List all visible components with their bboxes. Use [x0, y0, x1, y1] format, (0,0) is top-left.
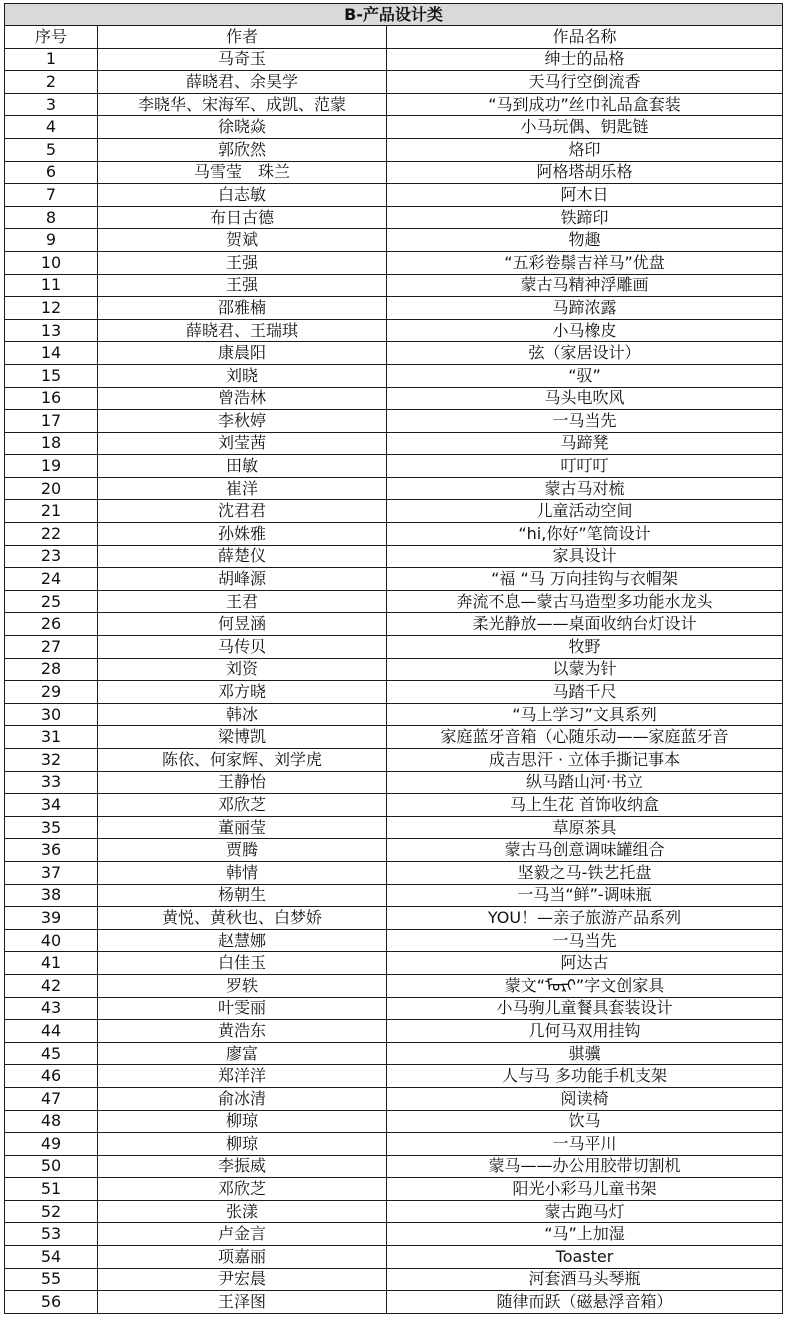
- row-index: 53: [5, 1223, 98, 1246]
- row-work-title: YOU！—亲子旅游产品系列: [387, 907, 783, 930]
- row-author: 杨朝生: [98, 884, 387, 907]
- table-row: [5, 749, 783, 772]
- table-row: [5, 161, 783, 184]
- row-work-title: 蒙文“ᠮᠣᠷᠢ”字文创家具: [387, 974, 783, 997]
- row-index: 54: [5, 1246, 98, 1269]
- table-row: [5, 771, 783, 794]
- table-row: [5, 387, 783, 410]
- row-author: 李振威: [98, 1155, 387, 1178]
- row-author: 项嘉丽: [98, 1246, 387, 1269]
- row-author: 康晨阳: [98, 342, 387, 365]
- row-author: 赵慧娜: [98, 929, 387, 952]
- row-author: 柳琼: [98, 1110, 387, 1133]
- row-index: 2: [5, 71, 98, 94]
- table-row: [5, 636, 783, 659]
- row-index: 23: [5, 545, 98, 568]
- table-row: [5, 1042, 783, 1065]
- row-work-title: 家庭蓝牙音箱（心随乐动——家庭蓝牙音: [387, 726, 783, 749]
- row-work-title: 小马橡皮: [387, 319, 783, 342]
- table-row: [5, 364, 783, 387]
- row-index: 46: [5, 1065, 98, 1088]
- row-work-title: 阿格塔胡乐格: [387, 161, 783, 184]
- row-index: 27: [5, 636, 98, 659]
- row-author: 胡峰源: [98, 568, 387, 591]
- row-author: 梁博凯: [98, 726, 387, 749]
- row-index: 29: [5, 681, 98, 704]
- row-index: 19: [5, 455, 98, 478]
- award-list-table: [4, 3, 783, 1314]
- row-work-title: 绅士的品格: [387, 48, 783, 71]
- row-index: 28: [5, 658, 98, 681]
- row-index: 36: [5, 839, 98, 862]
- table-row: [5, 455, 783, 478]
- row-work-title: 柔光静放——桌面收纳台灯设计: [387, 613, 783, 636]
- row-work-title: “马上学习”文具系列: [387, 703, 783, 726]
- row-author: 郭欣然: [98, 138, 387, 161]
- row-work-title: “驭”: [387, 364, 783, 387]
- table-row: [5, 703, 783, 726]
- row-author: 邵雅楠: [98, 297, 387, 320]
- table-row: [5, 974, 783, 997]
- row-author: 董丽莹: [98, 816, 387, 839]
- row-index: 56: [5, 1291, 98, 1314]
- row-work-title: 骐骥: [387, 1042, 783, 1065]
- row-work-title: 阿达古: [387, 952, 783, 975]
- row-work-title: 弦（家居设计）: [387, 342, 783, 365]
- row-author: 孙姝雅: [98, 523, 387, 546]
- row-work-title: 以蒙为针: [387, 658, 783, 681]
- table-row: [5, 410, 783, 433]
- title-row: [5, 4, 783, 26]
- table-row: [5, 138, 783, 161]
- row-work-title: 成吉思汗 · 立体手撕记事本: [387, 749, 783, 772]
- table-body: [5, 48, 783, 1313]
- row-work-title: 蒙古马创意调味罐组合: [387, 839, 783, 862]
- row-work-title: 儿童活动空间: [387, 500, 783, 523]
- table-title: B-产品设计类: [5, 4, 783, 26]
- row-work-title: 铁蹄印: [387, 206, 783, 229]
- row-author: 马雪莹 珠兰: [98, 161, 387, 184]
- row-author: 卢金言: [98, 1223, 387, 1246]
- row-index: 5: [5, 138, 98, 161]
- table-row: [5, 71, 783, 94]
- table-row: [5, 997, 783, 1020]
- row-work-title: “hi,你好”笔筒设计: [387, 523, 783, 546]
- row-author: 李晓华、宋海军、成凯、范蒙: [98, 93, 387, 116]
- table-row: [5, 229, 783, 252]
- row-work-title: 一马当先: [387, 929, 783, 952]
- row-work-title: 马踏千尺: [387, 681, 783, 704]
- table-row: [5, 432, 783, 455]
- row-work-title: 天马行空倒流香: [387, 71, 783, 94]
- row-work-title: 小马驹儿童餐具套装设计: [387, 997, 783, 1020]
- row-author: 薛楚仪: [98, 545, 387, 568]
- row-index: 40: [5, 929, 98, 952]
- row-index: 24: [5, 568, 98, 591]
- row-index: 22: [5, 523, 98, 546]
- row-author: 王君: [98, 590, 387, 613]
- row-author: 俞冰清: [98, 1087, 387, 1110]
- table-row: [5, 1246, 783, 1269]
- row-work-title: 阅读椅: [387, 1087, 783, 1110]
- table-row: [5, 658, 783, 681]
- row-work-title: 叮叮叮: [387, 455, 783, 478]
- row-work-title: 马蹄浓露: [387, 297, 783, 320]
- row-index: 3: [5, 93, 98, 116]
- row-index: 37: [5, 861, 98, 884]
- row-work-title: 蒙马——办公用胶带切割机: [387, 1155, 783, 1178]
- row-author: 韩冰: [98, 703, 387, 726]
- row-work-title: 阳光小彩马儿童书架: [387, 1178, 783, 1201]
- row-author: 王强: [98, 274, 387, 297]
- row-index: 14: [5, 342, 98, 365]
- row-work-title: 牧野: [387, 636, 783, 659]
- row-author: 刘晓: [98, 364, 387, 387]
- row-index: 43: [5, 997, 98, 1020]
- table-row: [5, 884, 783, 907]
- row-author: 罗轶: [98, 974, 387, 997]
- table-row: [5, 251, 783, 274]
- row-author: 贺斌: [98, 229, 387, 252]
- row-author: 刘莹茜: [98, 432, 387, 455]
- row-work-title: 蒙古跑马灯: [387, 1200, 783, 1223]
- row-work-title: 纵马踏山河·书立: [387, 771, 783, 794]
- row-index: 45: [5, 1042, 98, 1065]
- row-index: 38: [5, 884, 98, 907]
- row-work-title: “马”上加湿: [387, 1223, 783, 1246]
- row-author: 刘资: [98, 658, 387, 681]
- row-author: 王泽图: [98, 1291, 387, 1314]
- row-author: 马传贝: [98, 636, 387, 659]
- row-index: 12: [5, 297, 98, 320]
- row-index: 21: [5, 500, 98, 523]
- table-row: [5, 184, 783, 207]
- row-work-title: “马到成功”丝巾礼品盒套装: [387, 93, 783, 116]
- row-work-title: 物趣: [387, 229, 783, 252]
- row-author: 贾腾: [98, 839, 387, 862]
- table-row: [5, 907, 783, 930]
- table-row: [5, 342, 783, 365]
- row-index: 41: [5, 952, 98, 975]
- table-row: [5, 1110, 783, 1133]
- row-author: 邓欣芝: [98, 794, 387, 817]
- row-author: 马奇玉: [98, 48, 387, 71]
- row-work-title: “福 “马 万向挂钩与衣帽架: [387, 568, 783, 591]
- table-row: [5, 794, 783, 817]
- table-row: [5, 477, 783, 500]
- row-work-title: 烙印: [387, 138, 783, 161]
- row-author: 邓欣芝: [98, 1178, 387, 1201]
- row-author: 廖富: [98, 1042, 387, 1065]
- row-author: 曾浩林: [98, 387, 387, 410]
- row-index: 33: [5, 771, 98, 794]
- row-index: 18: [5, 432, 98, 455]
- row-work-title: Toaster: [387, 1246, 783, 1269]
- row-index: 47: [5, 1087, 98, 1110]
- row-author: 何昱涵: [98, 613, 387, 636]
- table-row: [5, 1223, 783, 1246]
- row-work-title: 一马当先: [387, 410, 783, 433]
- row-work-title: 马蹄凳: [387, 432, 783, 455]
- row-work-title: 饮马: [387, 1110, 783, 1133]
- row-author: 田敏: [98, 455, 387, 478]
- row-index: 51: [5, 1178, 98, 1201]
- row-work-title: 人与马 多功能手机支架: [387, 1065, 783, 1088]
- row-author: 黄浩东: [98, 1020, 387, 1043]
- table-row: [5, 861, 783, 884]
- row-author: 李秋婷: [98, 410, 387, 433]
- row-index: 11: [5, 274, 98, 297]
- row-work-title: 马头电吹风: [387, 387, 783, 410]
- row-author: 叶雯丽: [98, 997, 387, 1020]
- row-author: 张漾: [98, 1200, 387, 1223]
- table-row: [5, 1020, 783, 1043]
- row-work-title: 家具设计: [387, 545, 783, 568]
- row-index: 1: [5, 48, 98, 71]
- table-row: [5, 116, 783, 139]
- row-index: 15: [5, 364, 98, 387]
- row-work-title: 奔流不息—蒙古马造型多功能水龙头: [387, 590, 783, 613]
- table-row: [5, 545, 783, 568]
- row-author: 布日古德: [98, 206, 387, 229]
- row-author: 薛晓君、余昊学: [98, 71, 387, 94]
- row-work-title: 几何马双用挂钩: [387, 1020, 783, 1043]
- header-work-title: 作品名称: [387, 26, 783, 49]
- row-index: 4: [5, 116, 98, 139]
- row-work-title: “五彩卷鬃吉祥马”优盘: [387, 251, 783, 274]
- row-index: 50: [5, 1155, 98, 1178]
- row-index: 42: [5, 974, 98, 997]
- row-index: 25: [5, 590, 98, 613]
- header-index: 序号: [5, 26, 98, 49]
- table-row: [5, 1133, 783, 1156]
- row-index: 13: [5, 319, 98, 342]
- row-author: 韩情: [98, 861, 387, 884]
- table-row: [5, 274, 783, 297]
- table-row: [5, 1268, 783, 1291]
- row-index: 32: [5, 749, 98, 772]
- table-row: [5, 93, 783, 116]
- table-row: [5, 1155, 783, 1178]
- row-work-title: 蒙古马对梳: [387, 477, 783, 500]
- row-index: 35: [5, 816, 98, 839]
- row-author: 王强: [98, 251, 387, 274]
- row-work-title: 阿木日: [387, 184, 783, 207]
- row-author: 白志敏: [98, 184, 387, 207]
- row-author: 陈依、何家辉、刘学虎: [98, 749, 387, 772]
- row-index: 8: [5, 206, 98, 229]
- table-row: [5, 929, 783, 952]
- row-index: 30: [5, 703, 98, 726]
- row-work-title: 坚毅之马-铁艺托盘: [387, 861, 783, 884]
- table-row: [5, 1200, 783, 1223]
- row-author: 崔洋: [98, 477, 387, 500]
- row-index: 55: [5, 1268, 98, 1291]
- table-row: [5, 952, 783, 975]
- table-row: [5, 590, 783, 613]
- table-row: [5, 319, 783, 342]
- row-index: 48: [5, 1110, 98, 1133]
- table-row: [5, 613, 783, 636]
- row-work-title: 河套酒马头琴瓶: [387, 1268, 783, 1291]
- row-index: 7: [5, 184, 98, 207]
- row-index: 6: [5, 161, 98, 184]
- row-index: 49: [5, 1133, 98, 1156]
- row-index: 44: [5, 1020, 98, 1043]
- table-row: [5, 681, 783, 704]
- row-index: 20: [5, 477, 98, 500]
- table-row: [5, 726, 783, 749]
- table-row: [5, 206, 783, 229]
- row-author: 沈君君: [98, 500, 387, 523]
- row-author: 白佳玉: [98, 952, 387, 975]
- row-work-title: 蒙古马精神浮雕画: [387, 274, 783, 297]
- row-author: 王静怡: [98, 771, 387, 794]
- row-author: 柳琼: [98, 1133, 387, 1156]
- header-row: [5, 26, 783, 49]
- row-work-title: 随律而跃（磁悬浮音箱）: [387, 1291, 783, 1314]
- table-row: [5, 1065, 783, 1088]
- row-work-title: 一马平川: [387, 1133, 783, 1156]
- table-row: [5, 816, 783, 839]
- row-author: 尹宏晨: [98, 1268, 387, 1291]
- table-row: [5, 568, 783, 591]
- row-author: 郑洋洋: [98, 1065, 387, 1088]
- row-work-title: 草原茶具: [387, 816, 783, 839]
- row-index: 17: [5, 410, 98, 433]
- row-index: 9: [5, 229, 98, 252]
- row-work-title: 马上生花 首饰收纳盒: [387, 794, 783, 817]
- row-work-title: 一马当“鲜”-调味瓶: [387, 884, 783, 907]
- row-index: 16: [5, 387, 98, 410]
- row-index: 31: [5, 726, 98, 749]
- row-index: 34: [5, 794, 98, 817]
- table-row: [5, 1178, 783, 1201]
- row-index: 26: [5, 613, 98, 636]
- table-row: [5, 297, 783, 320]
- table-row: [5, 839, 783, 862]
- table-row: [5, 1087, 783, 1110]
- row-work-title: 小马玩偶、钥匙链: [387, 116, 783, 139]
- table-row: [5, 500, 783, 523]
- header-author: 作者: [98, 26, 387, 49]
- row-index: 10: [5, 251, 98, 274]
- table-row: [5, 1291, 783, 1314]
- row-index: 52: [5, 1200, 98, 1223]
- row-author: 邓方晓: [98, 681, 387, 704]
- row-author: 薛晓君、王瑞琪: [98, 319, 387, 342]
- table-row: [5, 523, 783, 546]
- row-author: 徐晓焱: [98, 116, 387, 139]
- row-index: 39: [5, 907, 98, 930]
- row-author: 黄悦、黄秋也、白梦娇: [98, 907, 387, 930]
- table-row: [5, 48, 783, 71]
